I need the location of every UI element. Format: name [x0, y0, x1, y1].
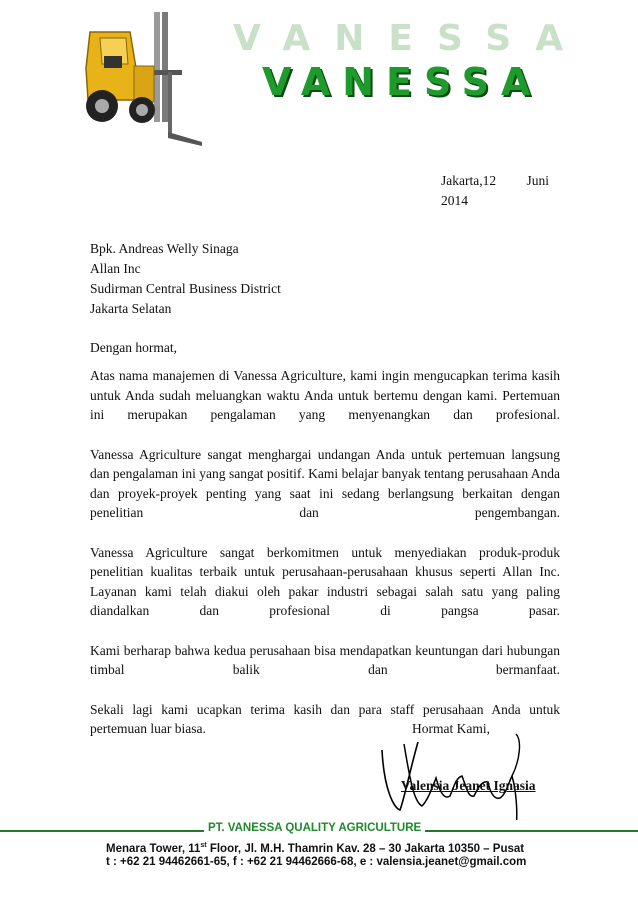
letter-body	[90, 366, 560, 759]
closing: Hormat Kami,	[412, 721, 490, 736]
recipient-name: Bpk. Andreas Welly Sinaga	[90, 241, 239, 256]
footer-address-sup: st	[200, 842, 207, 849]
recipient-company: Allan Inc	[90, 261, 141, 276]
date-year: 2014	[441, 193, 468, 208]
brand-name: VANESSA	[262, 60, 543, 104]
forklift-logo	[82, 8, 202, 146]
recipient-block	[90, 239, 281, 319]
footer-contact: t : +62 21 94462661-65, f : +62 21 94462666-68, e : valensia.jeanet@gmail.com	[106, 856, 527, 868]
paragraph-2: Vanessa Agriculture sangat menghargai undangan Anda untuk pertemuan langsung dan pengalaman ini yang sangat positif. Kami belajar banyak tentang perusahaan Anda dan proyek-proyek penting yang saat ini sedang berlangsung berkaitan dengan penelitian dan pengembangan.	[90, 446, 560, 520]
date-month: Juni	[526, 173, 549, 188]
paragraph-1: Atas nama manajemen di Vanessa Agriculture, kami ingin mengucapkan terima kasih untuk Anda sudah meluangkan waktu Anda untuk bertemu dengan kami. Pertemuan ini merupakan pengalaman yang menyenangkan dan profesional.	[90, 368, 560, 422]
footer-address-part1: Menara Tower, 11	[106, 842, 201, 855]
date-city-day: Jakarta,12	[441, 173, 497, 188]
recipient-city: Jakarta Selatan	[90, 301, 172, 316]
paragraph-3: Vanessa Agriculture sangat berkomitmen untuk menyediakan produk-produk penelitian kualitas terbaik untuk perusahaan-perusahaan khusus seperti Allan Inc. Layanan kami telah diakui oleh pakar industri sebagai salah satu yang paling diandalkan dan profesional di pangsa pasar.	[90, 544, 560, 618]
signer-name: Valensia Jeanet Ignasia	[401, 778, 536, 793]
handwritten-signature	[370, 730, 550, 820]
brand-name-shadow: VANESSA	[233, 18, 588, 59]
footer-address-part2: Floor, Jl. M.H. Thamrin Kav. 28 – 30 Jakarta 10350 – Pusat	[206, 842, 525, 855]
paragraph-5: Sekali lagi kami ucapkan terima kasih dan para staff perusahaan Anda untuk pertemuan luar biasa.	[90, 701, 560, 736]
salutation: Dengan hormat,	[90, 340, 177, 355]
letter-date	[441, 171, 549, 211]
recipient-address: Sudirman Central Business District	[90, 281, 281, 296]
footer-company: PT. VANESSA QUALITY AGRICULTURE	[204, 822, 425, 834]
paragraph-4: Kami berharap bahwa kedua perusahaan bisa mendapatkan keuntungan dari hubungan timbal balik dan bermanfaat.	[90, 642, 560, 677]
